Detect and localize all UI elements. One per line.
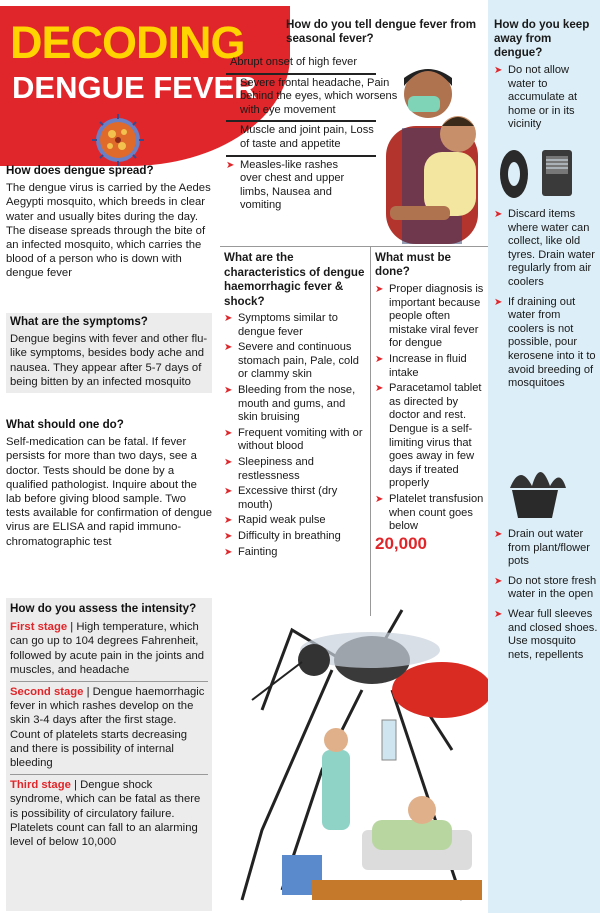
keep-away-item: ➤ If draining out water from coolers is not possible, pour kerosene into it to avoid breeding of mosquitoes xyxy=(494,296,598,391)
stage-third-text: | Dengue shock syndrome, which can be fatal as there is possibility of circulatory failure. Platelets count can fall to an alarming level of below 10,000 xyxy=(10,779,201,849)
father-child-illustration xyxy=(372,56,488,244)
keep-away-heading: How do you keep away from dengue? xyxy=(494,18,590,59)
characteristics-heading: What are the characteristics of dengue haemorrhagic fever & shock? xyxy=(224,251,365,308)
keep-away-item: ➤ Wear full sleeves and closed shoes. Use mosquito nets, repellents xyxy=(494,608,598,662)
intensity-section xyxy=(6,598,212,911)
tell-list xyxy=(226,54,398,213)
must-done-item: ➤ Platelet transfusion when count goes below xyxy=(375,493,485,534)
tell-heading: How do you tell dengue fever from seasonal fever? xyxy=(286,18,477,45)
prevention-column xyxy=(488,0,600,913)
must-done-section xyxy=(375,251,485,554)
should-do-section xyxy=(6,418,212,549)
title-line2: DENGUE FEVER xyxy=(12,70,257,105)
must-done-item: ➤ Increase in fluid intake xyxy=(375,353,485,380)
characteristics-item: ➤ Fainting xyxy=(224,546,366,560)
tell-item: ➤ Muscle and joint pain, Loss of taste and appetite xyxy=(226,124,382,151)
characteristics-item: ➤ Symptoms similar to dengue fever xyxy=(224,312,366,339)
characteristics-section xyxy=(224,251,366,559)
must-done-heading: What must be done? xyxy=(375,251,452,278)
symptoms-heading: What are the symptoms? xyxy=(10,315,148,328)
stage-second-text: | Dengue haemorrhagic fever in which rashes develop on the skin 3-4 days after the first stage. Count of platelets starts decreasing and there is possibility of internal bleeding xyxy=(10,686,205,770)
tell-item: ➤ Measles-like rashes over chest and upper limbs, Nausea and vomiting xyxy=(226,159,355,213)
stage-third xyxy=(10,774,208,849)
keep-away-item: ➤ Do not allow water to accumulate at home or in its vicinity xyxy=(494,64,598,132)
must-done-item: ➤ Paracetamol tablet as directed by doctor and rest. Dengue is a self-limiting virus that goes away in few days if treated properly xyxy=(375,382,485,491)
tell-item: ➤ Abrupt onset of high fever xyxy=(186,56,376,70)
characteristics-item: ➤ Rapid weak pulse xyxy=(224,514,366,528)
stage-third-label: Third stage xyxy=(10,779,71,792)
intensity-heading: How do you assess the intensity? xyxy=(10,602,197,615)
characteristics-item: ➤ Bleeding from the nose, mouth and gums, and skin bruising xyxy=(224,384,366,425)
should-do-heading: What should one do? xyxy=(6,418,124,431)
mosquito-patient-illustration xyxy=(222,600,488,910)
keep-away-section xyxy=(494,18,598,132)
spread-heading: How does dengue spread? xyxy=(6,164,154,177)
should-do-body: Self-medication can be fatal. If fever persists for more than two days, see a doctor. Tests should be done by a qualified pathologist. Inquire about the lab before giving blood sample. Two tests available for confirmation of dengue virus are ELISA and rapid immuno-chromatographic test xyxy=(6,436,212,548)
tell-item: ➤ Severe frontal headache, Pain behind the eyes, which worsens with eye movement xyxy=(226,77,400,118)
keep-away-list-2 xyxy=(494,206,598,391)
platelet-count-value: 20,000 xyxy=(375,533,427,553)
plant-pot-icon xyxy=(500,458,570,520)
stage-second-label: Second stage xyxy=(10,686,84,699)
characteristics-item: ➤ Frequent vomiting with or without blood xyxy=(224,427,366,454)
must-done-item: ➤ Proper diagnosis is important because people often mistake viral fever for dengue xyxy=(375,283,485,351)
must-done-list xyxy=(375,283,485,554)
tell-section xyxy=(286,18,486,46)
characteristics-item: ➤ Excessive thirst (dry mouth) xyxy=(224,485,366,512)
characteristics-list xyxy=(224,312,366,559)
stage-first-text: | High temperature, which can go up to 104 degrees Fahrenheit, followed by acute pain in the joints and muscles, and headache xyxy=(10,621,205,676)
stage-first xyxy=(10,620,208,677)
spread-section xyxy=(6,164,212,281)
keep-away-list-3 xyxy=(494,526,598,662)
spread-body: The dengue virus is carried by the Aedes Aegypti mosquito, which breeds in clear water and usually bites during the day. The disease spreads through the bite of an infected mosquito, which carries the blood of a person who is down with dengue fever xyxy=(6,182,211,280)
tyre-cooler-icon xyxy=(496,146,596,202)
keep-away-item: ➤ Drain out water from plant/flower pots xyxy=(494,528,598,569)
symptoms-section xyxy=(6,313,212,393)
keep-away-item: ➤ Do not store fresh water in the open xyxy=(494,575,598,602)
characteristics-item: ➤ Severe and continuous stomach pain, Pale, cold or clammy skin xyxy=(224,341,366,382)
title-line1: DECODING xyxy=(10,17,245,68)
stage-second xyxy=(10,681,208,770)
keep-away-item: ➤ Discard items where water can collect, like old tyres. Drain water regularly from air coolers xyxy=(494,208,598,290)
characteristics-item: ➤ Difficulty in breathing xyxy=(224,530,366,544)
stage-first-label: First stage xyxy=(10,621,68,634)
symptoms-body: Dengue begins with fever and other flu-like symptoms, besides body ache and nausea. They appear after 5-7 days of being bitten by an infected mosquito xyxy=(10,333,208,388)
characteristics-item: ➤ Sleepiness and restlessness xyxy=(224,456,366,483)
virus-icon xyxy=(88,110,148,166)
